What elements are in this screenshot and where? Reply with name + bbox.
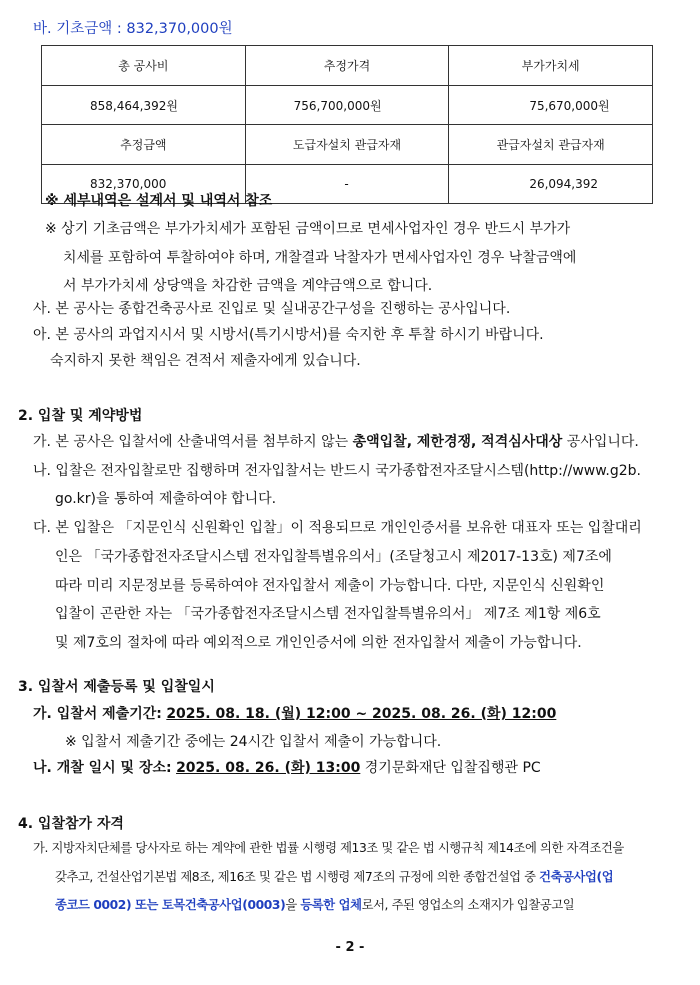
table-row (42, 125, 653, 165)
section-2-body (33, 428, 642, 658)
section-2-title: 2. 입찰 및 계약방법 (18, 408, 143, 424)
submission-period-label: 가. 입찰서 제출기간: (33, 706, 162, 722)
section-ba-heading (33, 17, 233, 38)
base-amount-title: 기초금액 : 832,370,000원 (56, 21, 233, 37)
section-4-item-ga-cont (33, 863, 624, 892)
vat-note-line: 서 부가가치세 상당액을 차감한 금액을 계약금액으로 합니다. (63, 278, 433, 295)
section-2-item-da-cont: 따라 미리 지문정보를 등록하여야 전자입찰서 제출이 가능합니다. 다만, 지문인식 신원확인 (55, 577, 605, 594)
table-cell: 832,370,000 (42, 165, 246, 204)
submission-period-value: 2025. 08. 18. (월) 12:00 ~ 2025. 08. 26. (화) 12:00 (166, 706, 557, 722)
opening-place: 경기문화재단 입찰집행관 PC (364, 760, 541, 776)
item-a: 아. 본 공사의 과업지시서 및 시방서(특기시방서)를 숙지한 후 투찰 하시기 바랍니다. (33, 327, 544, 343)
ga-2-highlight: 건축공사업(업 (539, 869, 614, 884)
section-2-item-na-cont: go.kr)을 통하여 제출하여야 합니다. (55, 491, 277, 508)
item-sa: 사. 본 공사는 종합건축공사로 진입로 및 실내공간구성을 진행하는 공사입니다. (33, 301, 511, 317)
section-2-item-ga (33, 428, 642, 457)
opening-datetime: 2025. 08. 26. (화) 13:00 (176, 760, 361, 776)
section-4-item-ga-cont (33, 891, 624, 920)
cost-table (41, 45, 653, 204)
detail-note: ※ 세부내역은 설계서 및 내역서 참조 (45, 193, 273, 209)
table-cell: 도급자설치 관급자재 (245, 125, 449, 165)
opening-info (33, 757, 541, 777)
item-a-continued: 숙지하지 못한 책임은 견적서 제출자에게 있습니다. (50, 353, 361, 369)
ga-3-highlight-2: 등록한 업체 (300, 898, 362, 913)
ga-3-text: 을 (285, 898, 301, 913)
table-cell: 75,670,000원 (449, 86, 653, 125)
ga-prefix: 가. 본 공사은 입찰서에 산출내역서를 첨부하지 않는 (33, 434, 353, 450)
table-cell: 26,094,392 (449, 165, 653, 204)
submission-period (33, 703, 556, 723)
ga-3-highlight: 종코드 0002) 또는 토목건축공사업(0003) (55, 898, 286, 913)
section-2-item-da-cont: 인은 「국가종합전자조달시스템 전자입찰특별유의서」(조달청고시 제2017-13호) 제7조에 (55, 548, 612, 565)
table-cell: 추정금액 (42, 125, 246, 165)
table-row (42, 46, 653, 86)
opening-label: 나. 개찰 일시 및 장소: (33, 760, 172, 776)
table-cell: 추정가격 (245, 46, 449, 86)
ga-bidding-type: 총액입찰, 제한경쟁, 적격심사대상 (352, 434, 563, 450)
ga-2-text: 갖추고, 건설산업기본법 제8조, 제16조 및 같은 법 시행령 제7조의 규정에 의한 종합건설업 중 (55, 869, 540, 884)
vat-note-line: ※ 상기 기초금액은 부가가치세가 포함된 금액이므로 면세사업자인 경우 반드시 부가가 (45, 221, 571, 237)
section-2-item-na: 나. 입찰은 전자입찰로만 집행하며 전자입찰서는 반드시 국가종합전자조달시스템(http://www.g2b. (33, 462, 641, 479)
section-2-item-da-cont: 및 제7호의 절차에 따라 예외적으로 개인인증서에 의한 전자입찰서 제출이 가능합니다. (55, 634, 582, 651)
page-number: - 2 - (335, 940, 365, 955)
table-row (42, 86, 653, 125)
ga-suffix: 공사입니다. (562, 434, 639, 450)
vat-note (45, 215, 576, 301)
section-4-title: 4. 입찰참가 자격 (18, 816, 124, 832)
table-cell: 756,700,000원 (245, 86, 449, 125)
section-3-title: 3. 입찰서 제출등록 및 입찰일시 (18, 679, 215, 695)
table-cell: 관급자설치 관급자재 (449, 125, 653, 165)
ga-3-suffix: 로서, 주된 영업소의 소재지가 입찰공고일 (361, 898, 575, 913)
submission-note: ※ 입찰서 제출기간 중에는 24시간 입찰서 제출이 가능합니다. (65, 734, 442, 750)
section-2-item-da-cont: 입찰이 곤란한 자는 「국가종합전자조달시스템 전자입찰특별유의서」 제7조 제1항 제6호 (55, 606, 601, 623)
section-4-body (33, 834, 624, 920)
table-cell: - (245, 165, 449, 204)
section-ba-label: 바. (33, 21, 52, 37)
vat-note-line: 치세를 포함하여 투찰하여야 하며, 개찰결과 낙찰자가 면세사업자인 경우 낙찰금액에 (63, 249, 577, 266)
section-2-item-da: 다. 본 입찰은 「지문인식 신원확인 입찰」이 적용되므로 개인인증서를 보유한 대표자 또는 입찰대리 (33, 520, 642, 537)
table-cell: 부가가치세 (449, 46, 653, 86)
table-cell: 858,464,392원 (42, 86, 246, 125)
section-4-item-ga: 가. 지방자치단체를 당사자로 하는 계약에 관한 법률 시행령 제13조 및 같은 법 시행규칙 제14조에 의한 자격조건을 (33, 841, 624, 855)
table-cell: 총 공사비 (42, 46, 246, 86)
